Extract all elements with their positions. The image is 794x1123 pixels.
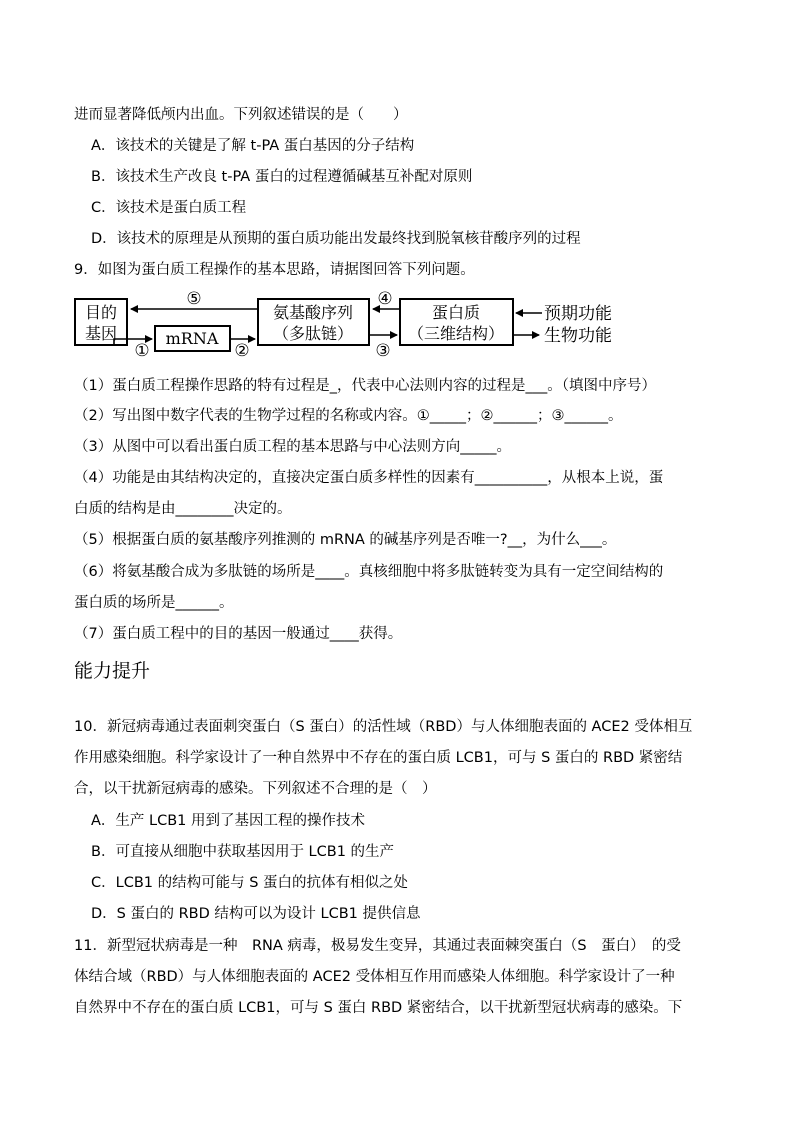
- q10-stem-line3: 合，以干扰新冠病毒的感染。下列叙述不合理的是（ ）: [74, 781, 437, 797]
- q9-sub-1: （1）蛋白质工程操作思路的特有过程是_，代表中心法则内容的过程是___。（填图中序号）: [74, 378, 656, 394]
- q9-sub-6-line1: （6）将氨基酸合成为多肽链的场所是____。真核细胞中将多肽链转变为具有一定空间结构的: [74, 564, 664, 580]
- q8-option-c: C．该技术是蛋白质工程: [91, 200, 247, 216]
- q9-sub-7: （7）蛋白质工程中的目的基因一般通过____获得。: [74, 626, 403, 642]
- box-amino-acid-line2: （多肽链）: [272, 324, 354, 343]
- q10-stem-line2: 作用感染细胞。科学家设计了一种自然界中不存在的蛋白质 LCB1，可与 S 蛋白的 RBD 紧密结: [74, 750, 683, 766]
- label-4: ④: [377, 289, 393, 309]
- q10-option-d: D．S 蛋白的 RBD 结构可以为设计 LCB1 提供信息: [91, 906, 421, 922]
- q8-option-b: B．该技术生产改良 t-PA 蛋白的过程遵循碱基互补配对原则: [91, 169, 473, 185]
- q11-stem-line1: 11．新型冠状病毒是一种 RNA 病毒，极易发生变异，其通过表面棘突蛋白（S 蛋白） 的受: [74, 938, 681, 954]
- box-amino-acid-line1: 氨基酸序列: [272, 303, 354, 322]
- label-2: ②: [234, 341, 250, 357]
- q11-stem-line3: 自然界中不存在的蛋白质 LCB1，可与 S 蛋白 RBD 紧密结合，以干扰新型冠状病毒的感染。下: [74, 1000, 683, 1016]
- q9-sub-2: （2）写出图中数字代表的生物学过程的名称或内容。①_____；②______；③______。: [74, 408, 623, 424]
- label-5: ⑤: [186, 289, 202, 309]
- label-bio-function: 生物功能: [544, 326, 612, 346]
- box-target-gene-line2: 基因: [84, 324, 118, 343]
- q9-sub-4-line1: （4）功能是由其结构决定的，直接决定蛋白质多样性的因素有__________，从根本上说，蛋: [74, 470, 664, 486]
- q8-option-d: D．该技术的原理是从预期的蛋白质功能出发最终找到脱氧核苷酸序列的过程: [91, 231, 581, 247]
- q9-sub-4-line2: 白质的结构是由________决定的。: [74, 501, 292, 517]
- q9-sub-6-line2: 蛋白质的场所是______。: [74, 595, 234, 611]
- q11-stem-line2: 体结合域（RBD）与人体细胞表面的 ACE2 受体相互作用而感染人体细胞。科学家设计了一种: [74, 969, 675, 985]
- q9-stem: 9．如图为蛋白质工程操作的基本思路，请据图回答下列问题。: [74, 262, 475, 278]
- box-protein-line1: 蛋白质: [431, 303, 481, 322]
- label-expected-function: 预期功能: [544, 304, 612, 324]
- q10-option-c: C．LCB1 的结构可能与 S 蛋白的抗体有相似之处: [91, 875, 409, 891]
- box-target-gene-line1: 目的: [84, 303, 118, 322]
- q10-option-b: B．可直接从细胞中获取基因用于 LCB1 的生产: [91, 844, 395, 860]
- label-3: ③: [375, 341, 391, 357]
- section-title: 能力提升: [74, 660, 151, 682]
- q9-sub-5: （5）根据蛋白质的氨基酸序列推测的 mRNA 的碱基序列是否唯一?__，为什么___。: [74, 532, 617, 548]
- label-1: ①: [134, 341, 150, 357]
- box-mrna-label: mRNA: [165, 329, 219, 348]
- q10-stem-line1: 10．新冠病毒通过表面刺突蛋白（S 蛋白）的活性域（RBD）与人体细胞表面的 ACE2 受体相互: [74, 719, 693, 735]
- box-protein-line2: （三维结构）: [407, 324, 505, 343]
- q10-option-a: A．生产 LCB1 用到了基因工程的操作技术: [91, 813, 366, 829]
- q9-sub-3: （3）从图中可以看出蛋白质工程的基本思路与中心法则方向_____。: [74, 439, 511, 455]
- q8-stem-tail: 进而显著降低颅内出血。下列叙述错误的是（ ）: [74, 107, 408, 123]
- protein-engineering-diagram: [74, 287, 634, 357]
- q8-option-a: A．该技术的关键是了解 t-PA 蛋白基因的分子结构: [91, 138, 415, 154]
